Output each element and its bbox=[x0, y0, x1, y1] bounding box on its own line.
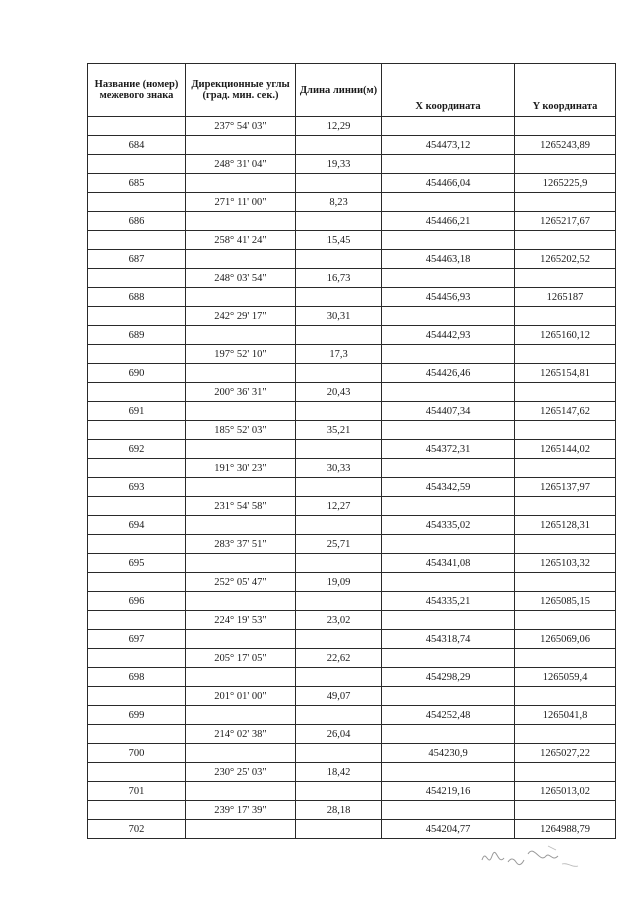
cell-x-coordinate bbox=[382, 383, 515, 402]
cell-mark-name: 699 bbox=[88, 706, 186, 725]
cell-y-coordinate: 1265085,15 bbox=[515, 592, 616, 611]
table-row bbox=[88, 155, 616, 174]
cell-x-coordinate bbox=[382, 649, 515, 668]
table-row bbox=[88, 801, 616, 820]
cell-y-coordinate bbox=[515, 459, 616, 478]
cell-x-coordinate bbox=[382, 535, 515, 554]
cell-direction-angle bbox=[186, 364, 296, 383]
cell-mark-name bbox=[88, 421, 186, 440]
header-x-coordinate: X координата bbox=[382, 64, 515, 117]
cell-x-coordinate: 454466,04 bbox=[382, 174, 515, 193]
cell-direction-angle bbox=[186, 250, 296, 269]
cell-direction-angle: 197° 52' 10" bbox=[186, 345, 296, 364]
header-mark-name: Название (номер) межевого знака bbox=[88, 64, 186, 117]
cell-direction-angle bbox=[186, 744, 296, 763]
cell-line-length: 17,3 bbox=[296, 345, 382, 364]
cell-y-coordinate: 1265059,4 bbox=[515, 668, 616, 687]
cell-mark-name bbox=[88, 573, 186, 592]
cell-line-length bbox=[296, 592, 382, 611]
cell-direction-angle: 185° 52' 03" bbox=[186, 421, 296, 440]
table-row bbox=[88, 478, 616, 497]
cell-y-coordinate: 1265160,12 bbox=[515, 326, 616, 345]
table-row bbox=[88, 383, 616, 402]
cell-y-coordinate bbox=[515, 497, 616, 516]
cell-line-length bbox=[296, 288, 382, 307]
cell-line-length: 18,42 bbox=[296, 763, 382, 782]
cell-y-coordinate: 1265217,67 bbox=[515, 212, 616, 231]
cell-y-coordinate: 1265154,81 bbox=[515, 364, 616, 383]
cell-y-coordinate: 1264988,79 bbox=[515, 820, 616, 839]
cell-x-coordinate bbox=[382, 459, 515, 478]
cell-mark-name bbox=[88, 497, 186, 516]
cell-mark-name bbox=[88, 117, 186, 136]
table-row bbox=[88, 402, 616, 421]
cell-mark-name: 691 bbox=[88, 402, 186, 421]
cell-y-coordinate: 1265225,9 bbox=[515, 174, 616, 193]
cell-x-coordinate: 454442,93 bbox=[382, 326, 515, 345]
cell-mark-name bbox=[88, 307, 186, 326]
table-row bbox=[88, 725, 616, 744]
cell-direction-angle: 205° 17' 05" bbox=[186, 649, 296, 668]
cell-direction-angle: 271° 11' 00" bbox=[186, 193, 296, 212]
cell-y-coordinate bbox=[515, 193, 616, 212]
cell-y-coordinate: 1265069,06 bbox=[515, 630, 616, 649]
cell-direction-angle: 231° 54' 58" bbox=[186, 497, 296, 516]
cell-y-coordinate bbox=[515, 383, 616, 402]
cell-line-length bbox=[296, 630, 382, 649]
table-row bbox=[88, 687, 616, 706]
cell-mark-name bbox=[88, 269, 186, 288]
cell-direction-angle bbox=[186, 402, 296, 421]
table-row bbox=[88, 611, 616, 630]
table-row bbox=[88, 212, 616, 231]
cell-line-length: 30,33 bbox=[296, 459, 382, 478]
cell-mark-name: 684 bbox=[88, 136, 186, 155]
handwritten-signature bbox=[478, 838, 588, 878]
cell-direction-angle bbox=[186, 630, 296, 649]
cell-x-coordinate: 454456,93 bbox=[382, 288, 515, 307]
cell-x-coordinate: 454298,29 bbox=[382, 668, 515, 687]
cell-mark-name: 697 bbox=[88, 630, 186, 649]
cell-y-coordinate bbox=[515, 535, 616, 554]
cell-y-coordinate bbox=[515, 117, 616, 136]
cell-mark-name: 695 bbox=[88, 554, 186, 573]
cell-direction-angle bbox=[186, 288, 296, 307]
cell-mark-name bbox=[88, 535, 186, 554]
cell-direction-angle bbox=[186, 592, 296, 611]
cell-x-coordinate bbox=[382, 725, 515, 744]
cell-direction-angle bbox=[186, 782, 296, 801]
cell-mark-name bbox=[88, 687, 186, 706]
cell-direction-angle bbox=[186, 326, 296, 345]
cell-mark-name: 700 bbox=[88, 744, 186, 763]
cell-mark-name bbox=[88, 611, 186, 630]
cell-y-coordinate bbox=[515, 345, 616, 364]
cell-x-coordinate: 454466,21 bbox=[382, 212, 515, 231]
table-row bbox=[88, 136, 616, 155]
cell-line-length: 12,27 bbox=[296, 497, 382, 516]
cell-line-length: 30,31 bbox=[296, 307, 382, 326]
cell-line-length bbox=[296, 782, 382, 801]
table-body bbox=[88, 117, 616, 839]
cell-x-coordinate: 454342,59 bbox=[382, 478, 515, 497]
cell-line-length bbox=[296, 820, 382, 839]
cell-x-coordinate bbox=[382, 231, 515, 250]
cell-direction-angle bbox=[186, 212, 296, 231]
cell-direction-angle bbox=[186, 136, 296, 155]
table-row bbox=[88, 459, 616, 478]
cell-line-length: 35,21 bbox=[296, 421, 382, 440]
cell-direction-angle: 252° 05' 47" bbox=[186, 573, 296, 592]
cell-x-coordinate: 454219,16 bbox=[382, 782, 515, 801]
boundary-marks-table bbox=[87, 63, 616, 839]
header-y-coordinate: Y координата bbox=[515, 64, 616, 117]
cell-x-coordinate: 454463,18 bbox=[382, 250, 515, 269]
cell-x-coordinate: 454335,02 bbox=[382, 516, 515, 535]
table-row bbox=[88, 630, 616, 649]
cell-direction-angle: 248° 31' 04" bbox=[186, 155, 296, 174]
cell-line-length bbox=[296, 326, 382, 345]
cell-line-length: 12,29 bbox=[296, 117, 382, 136]
cell-line-length: 23,02 bbox=[296, 611, 382, 630]
table-row bbox=[88, 421, 616, 440]
cell-x-coordinate: 454230,9 bbox=[382, 744, 515, 763]
cell-x-coordinate bbox=[382, 193, 515, 212]
cell-line-length: 19,33 bbox=[296, 155, 382, 174]
header-row bbox=[88, 64, 616, 117]
table-row bbox=[88, 269, 616, 288]
header-line-length: Длина линии(м) bbox=[296, 64, 382, 117]
cell-mark-name bbox=[88, 801, 186, 820]
cell-y-coordinate: 1265041,8 bbox=[515, 706, 616, 725]
cell-line-length bbox=[296, 554, 382, 573]
cell-mark-name bbox=[88, 345, 186, 364]
table-row bbox=[88, 706, 616, 725]
cell-direction-angle bbox=[186, 820, 296, 839]
cell-y-coordinate: 1265137,97 bbox=[515, 478, 616, 497]
cell-x-coordinate: 454426,46 bbox=[382, 364, 515, 383]
cell-direction-angle: 200° 36' 31" bbox=[186, 383, 296, 402]
cell-line-length: 16,73 bbox=[296, 269, 382, 288]
table-row bbox=[88, 668, 616, 687]
cell-line-length bbox=[296, 364, 382, 383]
table-row bbox=[88, 231, 616, 250]
cell-x-coordinate bbox=[382, 801, 515, 820]
cell-mark-name bbox=[88, 649, 186, 668]
cell-x-coordinate: 454341,08 bbox=[382, 554, 515, 573]
cell-direction-angle: 230° 25' 03" bbox=[186, 763, 296, 782]
cell-x-coordinate: 454407,34 bbox=[382, 402, 515, 421]
cell-direction-angle: 201° 01' 00" bbox=[186, 687, 296, 706]
cell-y-coordinate: 1265103,32 bbox=[515, 554, 616, 573]
cell-mark-name: 686 bbox=[88, 212, 186, 231]
cell-direction-angle bbox=[186, 174, 296, 193]
cell-line-length bbox=[296, 174, 382, 193]
cell-line-length: 26,04 bbox=[296, 725, 382, 744]
cell-x-coordinate: 454473,12 bbox=[382, 136, 515, 155]
cell-x-coordinate bbox=[382, 307, 515, 326]
table-row bbox=[88, 535, 616, 554]
cell-line-length bbox=[296, 478, 382, 497]
cell-y-coordinate bbox=[515, 307, 616, 326]
cell-direction-angle: 191° 30' 23" bbox=[186, 459, 296, 478]
table-row bbox=[88, 174, 616, 193]
table-row bbox=[88, 288, 616, 307]
cell-mark-name: 693 bbox=[88, 478, 186, 497]
cell-mark-name: 690 bbox=[88, 364, 186, 383]
cell-mark-name: 688 bbox=[88, 288, 186, 307]
table-row bbox=[88, 744, 616, 763]
table-row bbox=[88, 516, 616, 535]
cell-x-coordinate bbox=[382, 573, 515, 592]
cell-line-length: 28,18 bbox=[296, 801, 382, 820]
cell-x-coordinate bbox=[382, 269, 515, 288]
cell-mark-name: 702 bbox=[88, 820, 186, 839]
table-row bbox=[88, 117, 616, 136]
cell-y-coordinate bbox=[515, 687, 616, 706]
cell-direction-angle bbox=[186, 478, 296, 497]
table-row bbox=[88, 573, 616, 592]
cell-mark-name: 701 bbox=[88, 782, 186, 801]
cell-line-length bbox=[296, 744, 382, 763]
cell-x-coordinate: 454318,74 bbox=[382, 630, 515, 649]
cell-x-coordinate bbox=[382, 421, 515, 440]
cell-y-coordinate bbox=[515, 611, 616, 630]
cell-line-length bbox=[296, 440, 382, 459]
table-row bbox=[88, 497, 616, 516]
cell-y-coordinate bbox=[515, 763, 616, 782]
table-row bbox=[88, 763, 616, 782]
cell-line-length: 25,71 bbox=[296, 535, 382, 554]
cell-x-coordinate bbox=[382, 155, 515, 174]
table-row bbox=[88, 193, 616, 212]
table-row bbox=[88, 592, 616, 611]
table-row bbox=[88, 307, 616, 326]
cell-line-length bbox=[296, 516, 382, 535]
cell-y-coordinate: 1265128,31 bbox=[515, 516, 616, 535]
cell-y-coordinate bbox=[515, 231, 616, 250]
table-row bbox=[88, 326, 616, 345]
cell-y-coordinate bbox=[515, 269, 616, 288]
cell-y-coordinate bbox=[515, 421, 616, 440]
cell-y-coordinate bbox=[515, 155, 616, 174]
cell-line-length: 22,62 bbox=[296, 649, 382, 668]
cell-line-length: 20,43 bbox=[296, 383, 382, 402]
table-row bbox=[88, 820, 616, 839]
cell-mark-name bbox=[88, 763, 186, 782]
cell-y-coordinate bbox=[515, 649, 616, 668]
cell-mark-name bbox=[88, 383, 186, 402]
cell-x-coordinate: 454204,77 bbox=[382, 820, 515, 839]
table-row bbox=[88, 782, 616, 801]
cell-x-coordinate bbox=[382, 497, 515, 516]
cell-mark-name bbox=[88, 155, 186, 174]
cell-x-coordinate bbox=[382, 117, 515, 136]
cell-y-coordinate bbox=[515, 801, 616, 820]
cell-mark-name bbox=[88, 193, 186, 212]
cell-mark-name: 689 bbox=[88, 326, 186, 345]
cell-y-coordinate: 1265243,89 bbox=[515, 136, 616, 155]
cell-direction-angle: 239° 17' 39" bbox=[186, 801, 296, 820]
header-direction-angles: Дирекционные углы (град. мин. сек.) bbox=[186, 64, 296, 117]
cell-direction-angle bbox=[186, 440, 296, 459]
cell-line-length bbox=[296, 402, 382, 421]
cell-x-coordinate: 454252,48 bbox=[382, 706, 515, 725]
cell-direction-angle: 224° 19' 53" bbox=[186, 611, 296, 630]
cell-line-length bbox=[296, 706, 382, 725]
cell-y-coordinate: 1265144,02 bbox=[515, 440, 616, 459]
cell-y-coordinate bbox=[515, 573, 616, 592]
cell-line-length: 8,23 bbox=[296, 193, 382, 212]
cell-mark-name bbox=[88, 459, 186, 478]
table-row bbox=[88, 364, 616, 383]
cell-direction-angle: 242° 29' 17" bbox=[186, 307, 296, 326]
cell-y-coordinate bbox=[515, 725, 616, 744]
cell-y-coordinate: 1265147,62 bbox=[515, 402, 616, 421]
table-row bbox=[88, 250, 616, 269]
cell-direction-angle bbox=[186, 706, 296, 725]
table-header bbox=[88, 64, 616, 117]
cell-x-coordinate bbox=[382, 687, 515, 706]
cell-x-coordinate bbox=[382, 345, 515, 364]
cell-direction-angle bbox=[186, 554, 296, 573]
table-row bbox=[88, 649, 616, 668]
cell-line-length bbox=[296, 250, 382, 269]
cell-direction-angle: 283° 37' 51" bbox=[186, 535, 296, 554]
cell-mark-name: 687 bbox=[88, 250, 186, 269]
table-row bbox=[88, 440, 616, 459]
cell-line-length: 49,07 bbox=[296, 687, 382, 706]
cell-direction-angle: 237° 54' 03" bbox=[186, 117, 296, 136]
cell-direction-angle: 214° 02' 38" bbox=[186, 725, 296, 744]
cell-y-coordinate: 1265027,22 bbox=[515, 744, 616, 763]
cell-direction-angle bbox=[186, 668, 296, 687]
cell-mark-name: 692 bbox=[88, 440, 186, 459]
cell-direction-angle: 258° 41' 24" bbox=[186, 231, 296, 250]
cell-x-coordinate: 454372,31 bbox=[382, 440, 515, 459]
cell-x-coordinate bbox=[382, 763, 515, 782]
cell-mark-name: 694 bbox=[88, 516, 186, 535]
cell-x-coordinate bbox=[382, 611, 515, 630]
cell-y-coordinate: 1265202,52 bbox=[515, 250, 616, 269]
cell-mark-name: 698 bbox=[88, 668, 186, 687]
cell-line-length bbox=[296, 212, 382, 231]
table-row bbox=[88, 345, 616, 364]
cell-line-length bbox=[296, 136, 382, 155]
cell-line-length: 19,09 bbox=[296, 573, 382, 592]
cell-mark-name: 685 bbox=[88, 174, 186, 193]
cell-line-length: 15,45 bbox=[296, 231, 382, 250]
cell-y-coordinate: 1265013,02 bbox=[515, 782, 616, 801]
cell-mark-name bbox=[88, 725, 186, 744]
cell-y-coordinate: 1265187 bbox=[515, 288, 616, 307]
cell-line-length bbox=[296, 668, 382, 687]
cell-mark-name: 696 bbox=[88, 592, 186, 611]
table-row bbox=[88, 554, 616, 573]
cell-mark-name bbox=[88, 231, 186, 250]
cell-x-coordinate: 454335,21 bbox=[382, 592, 515, 611]
cell-direction-angle bbox=[186, 516, 296, 535]
cell-direction-angle: 248° 03' 54" bbox=[186, 269, 296, 288]
